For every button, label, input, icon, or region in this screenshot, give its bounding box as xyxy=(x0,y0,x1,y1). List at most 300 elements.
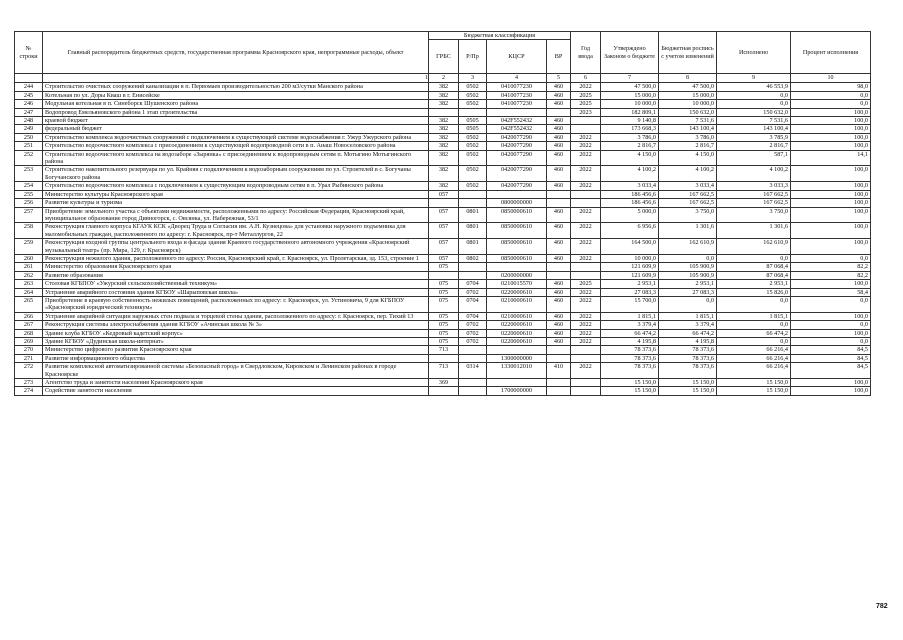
row-vr xyxy=(547,271,571,279)
row-approved: 3 786,0 xyxy=(601,133,659,141)
header-row-number: № строки xyxy=(15,32,43,74)
row-kcsr: 0420077290 xyxy=(487,133,547,141)
row-number: 253 xyxy=(15,166,43,182)
row-number: 244 xyxy=(15,83,43,91)
row-executed: 2 816,7 xyxy=(717,142,791,150)
table-row xyxy=(15,321,871,329)
row-year: 2022 xyxy=(571,288,601,296)
row-executed: 66 216,4 xyxy=(717,346,791,354)
row-rzpr: 0704 xyxy=(459,312,487,320)
row-grbs: 382 xyxy=(429,150,459,166)
row-percent: 100,0 xyxy=(791,329,871,337)
row-vr xyxy=(547,387,571,395)
row-vr: 460 xyxy=(547,312,571,320)
row-vr: 460 xyxy=(547,329,571,337)
row-vr: 460 xyxy=(547,142,571,150)
row-grbs: 057 xyxy=(429,223,459,239)
row-with-changes: 78 373,6 xyxy=(659,346,717,354)
row-vr xyxy=(547,379,571,387)
row-number: 245 xyxy=(15,91,43,99)
row-rzpr: 0702 xyxy=(459,329,487,337)
report-sheet xyxy=(14,31,870,396)
row-percent: 100,0 xyxy=(791,379,871,387)
row-percent: 0,0 xyxy=(791,321,871,329)
row-percent: 0,0 xyxy=(791,338,871,346)
row-approved: 4 195,8 xyxy=(601,338,659,346)
row-grbs: 057 xyxy=(429,190,459,198)
row-grbs: 075 xyxy=(429,280,459,288)
row-number: 261 xyxy=(15,263,43,271)
budget-table xyxy=(14,31,871,396)
row-percent: 100,0 xyxy=(791,108,871,116)
row-rzpr: 0704 xyxy=(459,296,487,312)
row-kcsr: 0200000000 xyxy=(487,271,547,279)
row-percent: 100,0 xyxy=(791,182,871,190)
row-year xyxy=(571,117,601,125)
row-with-changes: 4 150,0 xyxy=(659,150,717,166)
row-kcsr: 0220000610 xyxy=(487,288,547,296)
row-rzpr xyxy=(459,354,487,362)
row-approved: 78 373,6 xyxy=(601,363,659,379)
row-number: 270 xyxy=(15,346,43,354)
row-name: Реконструкция главного корпуса КГАУК КСК «Дворец Труда и Согласия им. А.Н. Кузнецова» для установки наружного подъемника для маломобильных граждан, расположенного по адресу: г. Красноярск, пр-т Металлургов, 22 xyxy=(43,223,429,239)
row-year: 2022 xyxy=(571,296,601,312)
row-vr: 460 xyxy=(547,150,571,166)
row-kcsr: 0220000610 xyxy=(487,321,547,329)
row-with-changes: 15 150,0 xyxy=(659,379,717,387)
row-year: 2023 xyxy=(571,108,601,116)
row-executed: 0,0 xyxy=(717,254,791,262)
row-rzpr: 0801 xyxy=(459,239,487,255)
table-row xyxy=(15,207,871,223)
row-with-changes: 4 100,2 xyxy=(659,166,717,182)
header-approved: Утверждено Законом о бюджете xyxy=(601,32,659,74)
column-number: 9 xyxy=(717,74,791,83)
table-row xyxy=(15,182,871,190)
row-rzpr: 0801 xyxy=(459,223,487,239)
row-name: Реконструкция входной группы центрального входа и фасада здания Краевого государственного автономного учреждения «Красноярский музыкальный театр» (пр. Мира, 129, г. Красноярск) xyxy=(43,239,429,255)
row-number: 273 xyxy=(15,379,43,387)
table-row xyxy=(15,379,871,387)
row-year xyxy=(571,263,601,271)
row-approved: 78 373,6 xyxy=(601,354,659,362)
row-approved: 186 456,6 xyxy=(601,190,659,198)
row-rzpr: 0502 xyxy=(459,166,487,182)
row-name: Строительство водоочистного комплекса на водозаборе «Зырянка» с присоединением к водопроводным сетям п. Мотыгино Мотыгинского района xyxy=(43,150,429,166)
row-executed: 162 610,9 xyxy=(717,239,791,255)
row-approved: 5 000,0 xyxy=(601,207,659,223)
row-year: 2022 xyxy=(571,133,601,141)
row-approved: 182 809,1 xyxy=(601,108,659,116)
row-with-changes: 78 373,6 xyxy=(659,363,717,379)
row-year: 2022 xyxy=(571,207,601,223)
row-kcsr: 0220000610 xyxy=(487,338,547,346)
row-number: 248 xyxy=(15,117,43,125)
column-number: 1 xyxy=(43,74,429,83)
row-name: Устранение аварийного состояния здания КГБОУ «Шарыповская школа» xyxy=(43,288,429,296)
row-percent: 100,0 xyxy=(791,125,871,133)
table-row xyxy=(15,363,871,379)
row-year xyxy=(571,190,601,198)
row-kcsr: 0850000610 xyxy=(487,207,547,223)
row-rzpr: 0502 xyxy=(459,133,487,141)
row-rzpr xyxy=(459,346,487,354)
row-number: 259 xyxy=(15,239,43,255)
row-percent: 100,0 xyxy=(791,312,871,320)
row-percent: 82,2 xyxy=(791,263,871,271)
row-number: 274 xyxy=(15,387,43,395)
row-vr: 460 xyxy=(547,166,571,182)
row-kcsr: 0210015570 xyxy=(487,280,547,288)
row-approved: 3 033,4 xyxy=(601,182,659,190)
row-grbs: 075 xyxy=(429,312,459,320)
row-kcsr: 0420077290 xyxy=(487,150,547,166)
row-with-changes: 3 033,4 xyxy=(659,182,717,190)
row-year: 2022 xyxy=(571,321,601,329)
row-year: 2022 xyxy=(571,363,601,379)
row-percent: 0,0 xyxy=(791,296,871,312)
row-executed: 3 750,0 xyxy=(717,207,791,223)
row-number: 269 xyxy=(15,338,43,346)
row-with-changes: 3 750,0 xyxy=(659,207,717,223)
table-row xyxy=(15,166,871,182)
header-classification: Бюджетная классификация xyxy=(429,32,571,40)
row-grbs: 382 xyxy=(429,91,459,99)
row-rzpr: 0502 xyxy=(459,83,487,91)
row-vr xyxy=(547,354,571,362)
row-kcsr: 1330012010 xyxy=(487,363,547,379)
row-rzpr xyxy=(459,379,487,387)
row-percent: 0,0 xyxy=(791,91,871,99)
row-rzpr: 0502 xyxy=(459,142,487,150)
row-executed: 3 033,3 xyxy=(717,182,791,190)
row-grbs: 075 xyxy=(429,296,459,312)
row-grbs xyxy=(429,199,459,207)
table-row xyxy=(15,133,871,141)
column-number-row xyxy=(15,74,871,83)
header-rzpr: Р/Пр xyxy=(459,40,487,74)
row-year: 2022 xyxy=(571,150,601,166)
row-vr: 460 xyxy=(547,83,571,91)
row-year xyxy=(571,199,601,207)
table-row xyxy=(15,199,871,207)
table-row xyxy=(15,387,871,395)
row-year xyxy=(571,271,601,279)
row-year: 2022 xyxy=(571,239,601,255)
row-name: Устранение аварийной ситуации наружных стен подвала и торцевой стены здания, расположенного по адресу: г. Красноярск, пер. Тихий 13 xyxy=(43,312,429,320)
row-name: Реконструкция системы электроснабжения здания КГБОУ «Ачинская школа № 3» xyxy=(43,321,429,329)
row-year xyxy=(571,346,601,354)
row-name: Приобретение земельного участка с объектами недвижимости, расположенными по адресу: Российская Федерация, Красноярский край, муниципальное образование город Дивногорск, с. Овсянка, ул. Набережная, 53/1 xyxy=(43,207,429,223)
row-year: 2025 xyxy=(571,280,601,288)
column-number: 3 xyxy=(459,74,487,83)
row-number: 246 xyxy=(15,100,43,108)
row-with-changes: 78 373,6 xyxy=(659,354,717,362)
row-number: 250 xyxy=(15,133,43,141)
row-approved: 15 150,0 xyxy=(601,387,659,395)
row-number: 252 xyxy=(15,150,43,166)
row-vr xyxy=(547,346,571,354)
row-name: Приобретение в краевую собственность нежилых помещений, расположенных по адресу: г. Красноярск, ул. Устиновича, 9 для КГБПОУ «Красноярский юридический техникум» xyxy=(43,296,429,312)
row-with-changes: 167 662,5 xyxy=(659,199,717,207)
row-year: 2022 xyxy=(571,338,601,346)
row-rzpr xyxy=(459,108,487,116)
row-vr xyxy=(547,263,571,271)
row-percent: 100,0 xyxy=(791,117,871,125)
row-kcsr: 042F552432 xyxy=(487,125,547,133)
row-approved: 2 953,1 xyxy=(601,280,659,288)
row-approved: 66 474,2 xyxy=(601,329,659,337)
row-rzpr: 0314 xyxy=(459,363,487,379)
page-number: 782 xyxy=(876,603,888,610)
row-name: федеральный бюджет xyxy=(43,125,429,133)
row-with-changes: 1 815,1 xyxy=(659,312,717,320)
row-rzpr xyxy=(459,199,487,207)
row-kcsr: 0850000610 xyxy=(487,239,547,255)
row-number: 267 xyxy=(15,321,43,329)
table-row xyxy=(15,190,871,198)
row-kcsr: 0410077230 xyxy=(487,91,547,99)
table-row xyxy=(15,108,871,116)
row-vr: 460 xyxy=(547,296,571,312)
header-with-changes: Бюджетная роспись с учетом изменений xyxy=(659,32,717,74)
row-with-changes: 3 379,4 xyxy=(659,321,717,329)
row-rzpr: 0702 xyxy=(459,338,487,346)
row-rzpr: 0802 xyxy=(459,254,487,262)
row-approved: 10 000,0 xyxy=(601,254,659,262)
row-grbs: 713 xyxy=(429,346,459,354)
row-name: Развитие комплексной автоматизированной системы «Безопасный город» в Свердловском, Кировском и Ленинском районах в городе Красноярске xyxy=(43,363,429,379)
row-number: 266 xyxy=(15,312,43,320)
table-row xyxy=(15,100,871,108)
row-year: 2022 xyxy=(571,142,601,150)
row-number: 257 xyxy=(15,207,43,223)
row-percent: 14,1 xyxy=(791,150,871,166)
row-vr: 460 xyxy=(547,182,571,190)
row-with-changes: 105 900,9 xyxy=(659,263,717,271)
row-approved: 121 609,9 xyxy=(601,271,659,279)
row-grbs: 075 xyxy=(429,263,459,271)
row-rzpr: 0702 xyxy=(459,288,487,296)
row-rzpr: 0801 xyxy=(459,207,487,223)
row-executed: 66 216,4 xyxy=(717,354,791,362)
row-approved: 47 500,0 xyxy=(601,83,659,91)
table-row xyxy=(15,142,871,150)
row-vr: 460 xyxy=(547,239,571,255)
row-number: 272 xyxy=(15,363,43,379)
row-number: 255 xyxy=(15,190,43,198)
row-rzpr xyxy=(459,190,487,198)
table-row xyxy=(15,125,871,133)
row-approved: 78 373,6 xyxy=(601,346,659,354)
row-with-changes: 4 195,8 xyxy=(659,338,717,346)
row-number: 268 xyxy=(15,329,43,337)
row-name: Котельная по ул. Доры Кваш в г. Енисейске xyxy=(43,91,429,99)
row-rzpr xyxy=(459,387,487,395)
row-vr: 460 xyxy=(547,321,571,329)
row-year: 2022 xyxy=(571,223,601,239)
row-approved: 6 956,6 xyxy=(601,223,659,239)
row-executed: 1 815,1 xyxy=(717,312,791,320)
row-executed: 0,0 xyxy=(717,321,791,329)
row-name: Министерство образования Красноярского края xyxy=(43,263,429,271)
row-grbs: 057 xyxy=(429,239,459,255)
row-with-changes: 66 474,2 xyxy=(659,329,717,337)
row-vr: 460 xyxy=(547,91,571,99)
row-vr xyxy=(547,199,571,207)
row-kcsr: 0850000610 xyxy=(487,254,547,262)
table-row xyxy=(15,263,871,271)
row-number: 265 xyxy=(15,296,43,312)
row-number: 247 xyxy=(15,108,43,116)
row-kcsr: 0420077290 xyxy=(487,142,547,150)
row-kcsr: 0800000000 xyxy=(487,199,547,207)
row-with-changes: 162 610,9 xyxy=(659,239,717,255)
row-percent: 58,4 xyxy=(791,288,871,296)
row-with-changes: 0,0 xyxy=(659,296,717,312)
row-name: Водопровод Емельяновского района 1 этап строительства xyxy=(43,108,429,116)
row-percent: 100,0 xyxy=(791,387,871,395)
row-name: Реконструкция нежилого здания, расположенного по адресу: Россия, Красноярский край, г. Красноярск, ул. Пролетарская, зд. 153, строение 1 xyxy=(43,254,429,262)
row-number: 254 xyxy=(15,182,43,190)
row-vr: 460 xyxy=(547,338,571,346)
row-approved: 9 140,8 xyxy=(601,117,659,125)
row-name: Модульная котельная в п. Синеборск Шушенского района xyxy=(43,100,429,108)
row-percent: 100,0 xyxy=(791,190,871,198)
row-name: Развитие культуры и туризма xyxy=(43,199,429,207)
row-rzpr: 0502 xyxy=(459,182,487,190)
row-executed: 2 953,1 xyxy=(717,280,791,288)
row-with-changes: 15 150,0 xyxy=(659,387,717,395)
row-number: 262 xyxy=(15,271,43,279)
row-grbs: 382 xyxy=(429,83,459,91)
column-number-blank xyxy=(15,74,43,83)
row-percent: 100,0 xyxy=(791,280,871,288)
row-rzpr: 0702 xyxy=(459,321,487,329)
row-executed: 0,0 xyxy=(717,338,791,346)
row-kcsr: 0220000610 xyxy=(487,329,547,337)
row-kcsr: 0410077230 xyxy=(487,83,547,91)
row-number: 256 xyxy=(15,199,43,207)
row-percent: 100,0 xyxy=(791,223,871,239)
row-year xyxy=(571,379,601,387)
row-kcsr: 0210000610 xyxy=(487,296,547,312)
row-name: Агентство труда и занятости населения Красноярского края xyxy=(43,379,429,387)
row-year xyxy=(571,354,601,362)
row-number: 260 xyxy=(15,254,43,262)
row-grbs: 057 xyxy=(429,207,459,223)
header-name: Главный распорядитель бюджетных средств, государственная программа Красноярского края, непрограммные расходы, объект xyxy=(43,32,429,74)
table-row xyxy=(15,346,871,354)
row-number: 271 xyxy=(15,354,43,362)
row-kcsr: 0420077290 xyxy=(487,166,547,182)
table-row xyxy=(15,83,871,91)
row-percent: 100,0 xyxy=(791,207,871,223)
row-name: краевой бюджет xyxy=(43,117,429,125)
row-percent: 82,2 xyxy=(791,271,871,279)
row-grbs: 382 xyxy=(429,125,459,133)
row-executed: 15 826,0 xyxy=(717,288,791,296)
row-number: 249 xyxy=(15,125,43,133)
column-number: 5 xyxy=(547,74,571,83)
row-executed: 0,0 xyxy=(717,296,791,312)
table-row xyxy=(15,150,871,166)
row-name: Министерство цифрового развития Красноярского края xyxy=(43,346,429,354)
row-with-changes: 105 900,9 xyxy=(659,271,717,279)
row-grbs: 075 xyxy=(429,321,459,329)
row-with-changes: 15 000,0 xyxy=(659,91,717,99)
row-executed: 143 100,4 xyxy=(717,125,791,133)
row-name: Столовая КГБПОУ «Ужурский сельскохозяйственный техникум» xyxy=(43,280,429,288)
row-kcsr: 0850000610 xyxy=(487,223,547,239)
row-grbs: 382 xyxy=(429,166,459,182)
row-with-changes: 47 500,0 xyxy=(659,83,717,91)
row-executed: 167 662,5 xyxy=(717,199,791,207)
row-year: 2022 xyxy=(571,312,601,320)
row-year xyxy=(571,387,601,395)
column-number: 7 xyxy=(601,74,659,83)
row-grbs xyxy=(429,108,459,116)
row-name: Строительство водоочистного комплекса с присоединением к существующей водопроводной сети в п. Анаш Новоселовского района xyxy=(43,142,429,150)
row-executed: 66 474,2 xyxy=(717,329,791,337)
row-rzpr: 0505 xyxy=(459,117,487,125)
row-grbs: 382 xyxy=(429,142,459,150)
row-grbs: 382 xyxy=(429,117,459,125)
row-percent: 100,0 xyxy=(791,166,871,182)
row-grbs: 713 xyxy=(429,363,459,379)
row-grbs xyxy=(429,354,459,362)
row-number: 263 xyxy=(15,280,43,288)
row-name: Строительство комплекса водоочистных сооружений с подключением к существующей системе водоснабжения г. Ужур Ужурского района xyxy=(43,133,429,141)
row-percent: 100,0 xyxy=(791,142,871,150)
row-year xyxy=(571,125,601,133)
row-approved: 27 083,3 xyxy=(601,288,659,296)
row-year: 2022 xyxy=(571,83,601,91)
row-executed: 587,1 xyxy=(717,150,791,166)
row-kcsr: 042F552432 xyxy=(487,117,547,125)
row-rzpr: 0704 xyxy=(459,280,487,288)
row-vr: 460 xyxy=(547,117,571,125)
row-vr: 460 xyxy=(547,100,571,108)
row-grbs: 382 xyxy=(429,100,459,108)
column-number: 6 xyxy=(571,74,601,83)
row-rzpr: 0502 xyxy=(459,150,487,166)
row-grbs: 075 xyxy=(429,288,459,296)
row-rzpr: 0502 xyxy=(459,91,487,99)
row-name: Строительство накопительного резервуара по ул. Крайняя с подключением к водозаборным сооружениям по ул. Строителей в с. Богучаны Богучанского района xyxy=(43,166,429,182)
row-with-changes: 150 632,0 xyxy=(659,108,717,116)
row-approved: 1 815,1 xyxy=(601,312,659,320)
table-row xyxy=(15,296,871,312)
row-name: Развитие информационного общества xyxy=(43,354,429,362)
row-percent: 84,5 xyxy=(791,354,871,362)
row-executed: 3 785,9 xyxy=(717,133,791,141)
row-year: 2025 xyxy=(571,100,601,108)
row-vr: 460 xyxy=(547,133,571,141)
row-name: Здание КГБОУ «Дудинская школа-интернат» xyxy=(43,338,429,346)
row-with-changes: 7 531,6 xyxy=(659,117,717,125)
row-rzpr xyxy=(459,263,487,271)
row-approved: 15 700,0 xyxy=(601,296,659,312)
row-name: Здание клуба КГБОУ «Кедровый кадетский корпус» xyxy=(43,329,429,337)
row-approved: 164 500,0 xyxy=(601,239,659,255)
row-rzpr: 0502 xyxy=(459,100,487,108)
row-vr: 460 xyxy=(547,207,571,223)
column-number: 10 xyxy=(791,74,871,83)
row-year: 2022 xyxy=(571,254,601,262)
row-number: 258 xyxy=(15,223,43,239)
column-number: 4 xyxy=(487,74,547,83)
